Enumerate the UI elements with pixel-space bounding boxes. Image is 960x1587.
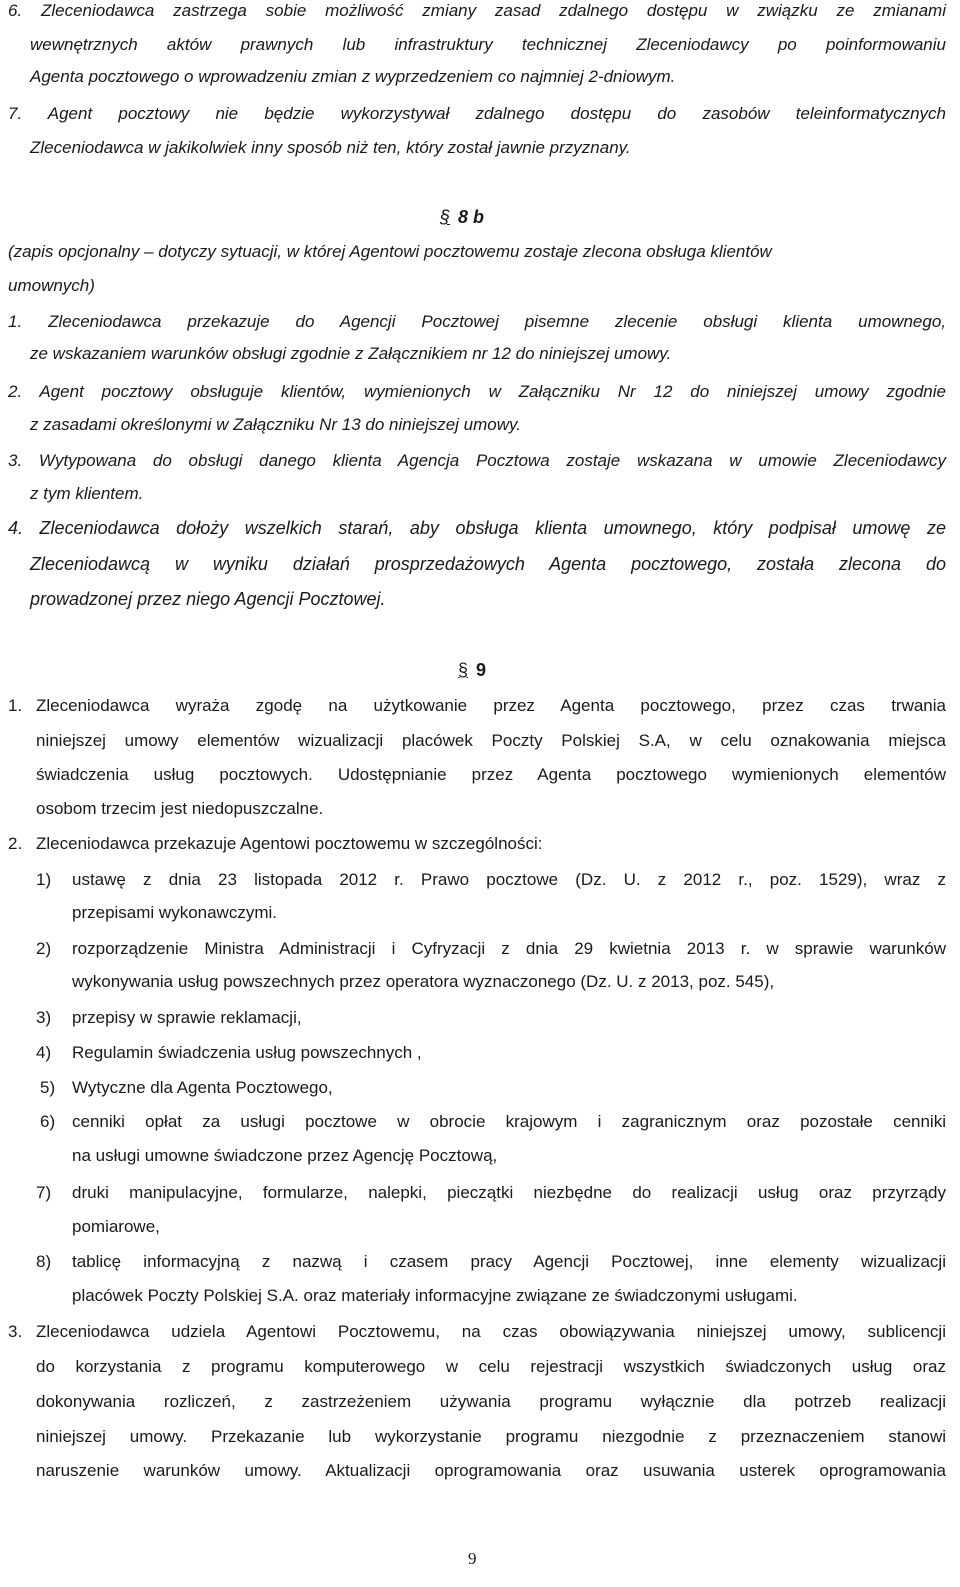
clause-6-line-3: Agenta pocztowego o wprowadzeniu zmian z wyprzedzeniem co najmniej 2-dniowym. — [30, 67, 676, 86]
section-8b-title: 8 b — [458, 207, 485, 227]
clause-6-line-2: wewnętrznych aktów prawnych lub infrastruktury technicznej Zleceniodawcy po poinformowaniu — [30, 35, 946, 54]
section-9-p1-line-2: niniejszej umowy elementów wizualizacji placówek Poczty Polskiej S.A, w celu oznakowania miejsca — [36, 731, 946, 750]
section-8b-p2-line-2: z zasadami określonymi w Załączniku Nr 13 do niniejszej umowy. — [30, 415, 521, 434]
list-item-line-1: cenniki opłat za usługi pocztowe w obrocie krajowym i zagranicznym oraz pozostałe cenniki — [72, 1112, 946, 1131]
section-8b-p3-line-2: z tym klientem. — [30, 484, 144, 503]
list-item-line-1: tablicę informacyjną z nazwą i czasem pracy Agencji Pocztowej, inne elementy wizualizacji — [72, 1252, 946, 1271]
section-9-p1-line-3: świadczenia usług pocztowych. Udostępnianie przez Agenta pocztowego wymienionych elementów — [36, 765, 946, 784]
list-item-number: 5) — [40, 1078, 56, 1097]
list-item-line-2: placówek Poczty Polskiej S.A. oraz materiały informacyjne związane ze świadczonymi usługami. — [72, 1286, 798, 1305]
list-item-line-1: Wytyczne dla Agenta Pocztowego, — [72, 1078, 333, 1097]
list-item-line-2: wykonywania usług powszechnych przez operatora wyznaczonego (Dz. U. z 2013, poz. 545), — [72, 972, 775, 991]
section-8b-p1-line-2: ze wskazaniem warunków obsługi zgodnie z Załącznikiem nr 12 do niniejszej umowy. — [30, 344, 672, 363]
section-9-p3-number: 3. — [8, 1322, 23, 1341]
section-8b-p1-line-1: 1. Zleceniodawca przekazuje do Agencji Pocztowej pisemne zlecenie obsługi klienta umownego, — [8, 312, 946, 331]
section-8b-note-line-1: (zapis opcjonalny – dotyczy sytuacji, w której Agentowi pocztowemu zostaje zlecona obsługa klientów — [8, 242, 772, 261]
section-9-heading — [458, 659, 486, 681]
section-8b-p4-line-3: prowadzonej przez niego Agencji Pocztowej. — [30, 589, 386, 609]
section-9-p3-line-2: do korzystania z programu komputerowego w celu rejestracji wszystkich świadczonych usług oraz — [36, 1357, 946, 1376]
section-8b-heading — [440, 206, 484, 228]
list-item-number: 6) — [40, 1112, 56, 1131]
section-9-p3-line-1: Zleceniodawca udziela Agentowi Pocztowemu, na czas obowiązywania niniejszej umowy, sublicencji — [36, 1322, 946, 1341]
section-8b-note-line-2: umownych) — [8, 276, 95, 295]
list-item-line-1: ustawę z dnia 23 listopada 2012 r. Prawo pocztowe (Dz. U. z 2012 r., poz. 1529), wraz z — [72, 870, 946, 889]
list-item-number: 8) — [36, 1252, 52, 1271]
list-item-line-1: przepisy w sprawie reklamacji, — [72, 1008, 302, 1027]
section-9-p3-line-5: naruszenie warunków umowy. Aktualizacji oprogramowania oraz usuwania usterek oprogramowania — [36, 1461, 946, 1480]
section-9-title: 9 — [476, 660, 487, 680]
list-item-line-2: na usługi umowne świadczone przez Agencję Pocztową, — [72, 1146, 498, 1165]
page-number: 9 — [468, 1549, 477, 1568]
list-item-line-1: rozporządzenie Ministra Administracji i Cyfryzacji z dnia 29 kwietnia 2013 r. w sprawie warunków — [72, 939, 946, 958]
clause-6-line-1: 6. Zleceniodawca zastrzega sobie możliwość zmiany zasad zdalnego dostępu w związku ze zmianami — [8, 1, 946, 20]
section-9-p2-line-1: Zleceniodawca przekazuje Agentowi pocztowemu w szczególności: — [36, 834, 543, 853]
clause-7-line-1: 7. Agent pocztowy nie będzie wykorzystywał zdalnego dostępu do zasobów teleinformatycznych — [8, 104, 946, 123]
section-9-p1-line-1: Zleceniodawca wyraża zgodę na użytkowanie przez Agenta pocztowego, przez czas trwania — [36, 696, 946, 715]
list-item-line-1: Regulamin świadczenia usług powszechnych , — [72, 1043, 422, 1062]
section-9-p3-line-4: niniejszej umowy. Przekazanie lub wykorzystanie programu niezgodnie z przeznaczeniem stanowi — [36, 1427, 946, 1446]
section-mark: § — [458, 660, 469, 680]
list-item-number: 4) — [36, 1043, 52, 1062]
section-9-p1-line-4: osobom trzecim jest niedopuszczalne. — [36, 799, 324, 818]
section-9-p1-number: 1. — [8, 696, 23, 715]
list-item-number: 1) — [36, 870, 52, 889]
list-item-number: 2) — [36, 939, 52, 958]
section-8b-p4-line-2: Zleceniodawcą w wyniku działań prosprzedażowych Agenta pocztowego, została zlecona do — [30, 554, 946, 574]
list-item-number: 7) — [36, 1183, 52, 1202]
section-mark: § — [440, 207, 451, 227]
section-8b-p2-line-1: 2. Agent pocztowy obsługuje klientów, wymienionych w Załączniku Nr 12 do niniejszej umowy zgodnie — [8, 382, 946, 401]
section-8b-p4-line-1: 4. Zleceniodawca dołoży wszelkich starań, aby obsługa klienta umownego, który podpisał umowę ze — [8, 518, 946, 538]
section-9-p2-number: 2. — [8, 834, 23, 853]
section-8b-p3-line-1: 3. Wytypowana do obsługi danego klienta Agencja Pocztowa zostaje wskazana w umowie Zleceniodawcy — [8, 451, 946, 470]
clause-7-line-2: Zleceniodawca w jakikolwiek inny sposób niż ten, który został jawnie przyznany. — [30, 138, 631, 157]
list-item-number: 3) — [36, 1008, 52, 1027]
list-item-line-1: druki manipulacyjne, formularze, nalepki, pieczątki niezbędne do realizacji usług oraz przyrządy — [72, 1183, 946, 1202]
list-item-line-2: pomiarowe, — [72, 1217, 160, 1236]
section-9-p3-line-3: dokonywania rozliczeń, z zastrzeżeniem używania programu wyłącznie dla potrzeb realizacji — [36, 1392, 946, 1411]
list-item-line-2: przepisami wykonawczymi. — [72, 903, 277, 922]
